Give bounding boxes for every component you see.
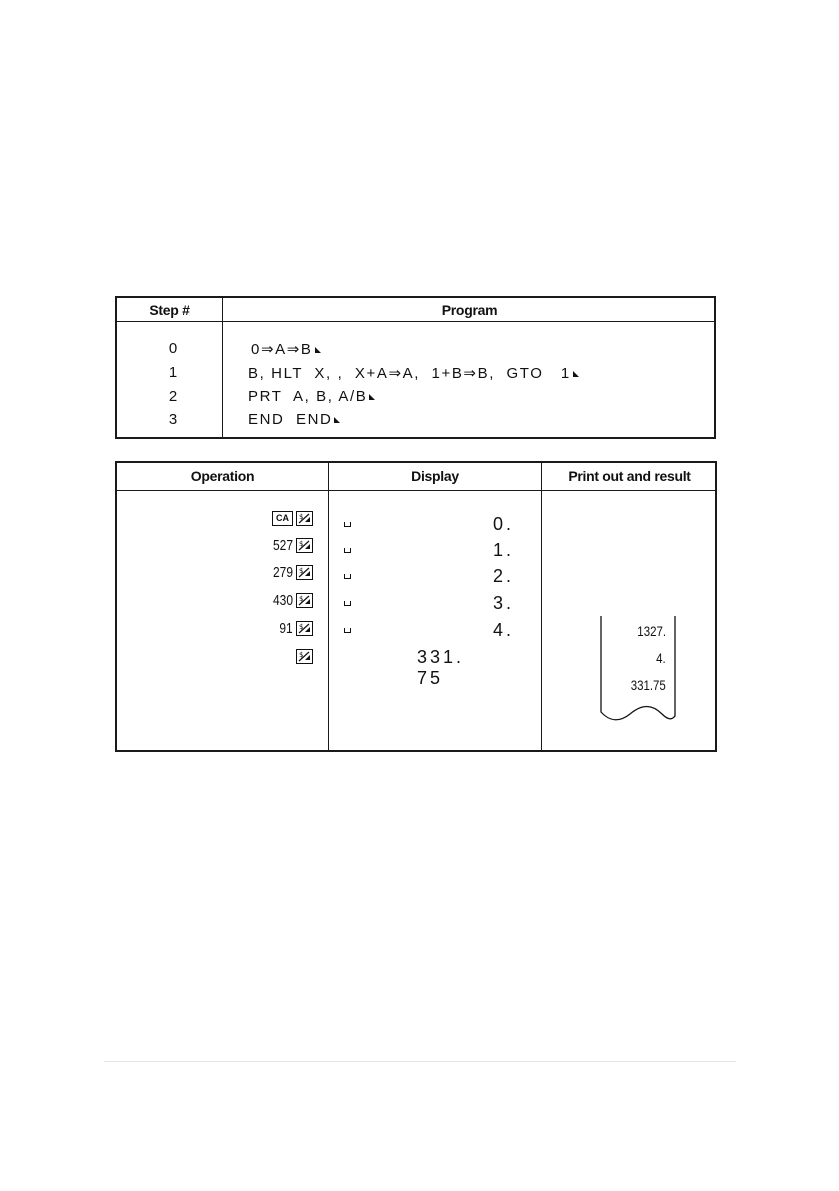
display-cursor-icon: [344, 548, 351, 553]
display-cursor-icon: [344, 601, 351, 606]
display-value: 0.: [492, 514, 514, 534]
display-value: 3.: [492, 593, 514, 613]
operation-input: 527: [272, 536, 293, 554]
footer-rule: [104, 1061, 736, 1062]
operation-input: 430: [272, 591, 293, 609]
step-header: Step #: [149, 302, 190, 318]
display-cursor-icon: [344, 522, 351, 527]
operation-input: 91: [279, 619, 293, 637]
display-final-value: 331. 75: [417, 647, 465, 688]
program-line: B, HLT X, , X+A⇒A, 1+B⇒B, GTO 1: [248, 364, 579, 382]
svg-text:$: $: [299, 594, 304, 603]
svg-text:$: $: [299, 512, 304, 521]
operation-row: [276, 618, 313, 638]
operation-row: [269, 508, 313, 528]
run-key-icon: [296, 538, 313, 553]
display-value: 4.: [492, 620, 514, 640]
svg-text:$: $: [299, 622, 304, 631]
operation-header: Operation: [190, 468, 255, 484]
program-header: Program: [441, 302, 498, 318]
run-key-icon: [296, 565, 313, 580]
step-number: 0: [168, 340, 178, 357]
program-line: PRT A, B, A/B: [248, 388, 375, 405]
clear-all-key-icon: CA: [272, 511, 293, 526]
display-row: [344, 514, 514, 534]
program-line: 0⇒A⇒B: [251, 340, 321, 358]
header-divider: [117, 321, 714, 322]
operation-row: [268, 590, 313, 610]
printout-line: 4.: [656, 650, 666, 666]
step-end-triangle-icon: [369, 394, 375, 400]
run-key-icon: [296, 593, 313, 608]
display-row: [344, 566, 514, 586]
printout-line: 331.75: [630, 677, 666, 693]
svg-text:$: $: [299, 539, 304, 548]
display-row: [344, 593, 514, 613]
run-key-icon: [296, 649, 313, 664]
display-value: 1.: [492, 540, 514, 560]
step-number: 2: [168, 388, 178, 405]
column-divider: [328, 463, 329, 750]
operation-row: [268, 562, 313, 582]
step-number: 1: [168, 364, 178, 381]
printout-line: 1327.: [637, 623, 666, 639]
printout-receipt: [600, 616, 676, 726]
display-value: 2.: [492, 566, 514, 586]
operation-row: [268, 535, 313, 555]
display-cursor-icon: [344, 628, 351, 633]
svg-text:$: $: [299, 650, 304, 659]
display-row: [344, 620, 514, 640]
program-line: END END: [248, 411, 340, 428]
svg-text:$: $: [299, 566, 304, 575]
display-row: [344, 540, 514, 560]
step-end-triangle-icon: [334, 417, 340, 423]
program-table: [115, 296, 716, 439]
header-divider: [117, 490, 715, 491]
run-key-icon: [296, 511, 313, 526]
operation-input: 279: [272, 563, 293, 581]
run-key-icon: [296, 621, 313, 636]
printout-header: Print out and result: [568, 468, 691, 484]
display-header: Display: [411, 468, 459, 484]
operation-table: [115, 461, 717, 752]
step-end-triangle-icon: [573, 371, 579, 377]
column-divider: [541, 463, 542, 750]
display-cursor-icon: [344, 574, 351, 579]
operation-row: [296, 646, 313, 666]
step-number: 3: [168, 411, 178, 428]
step-end-triangle-icon: [315, 347, 321, 353]
